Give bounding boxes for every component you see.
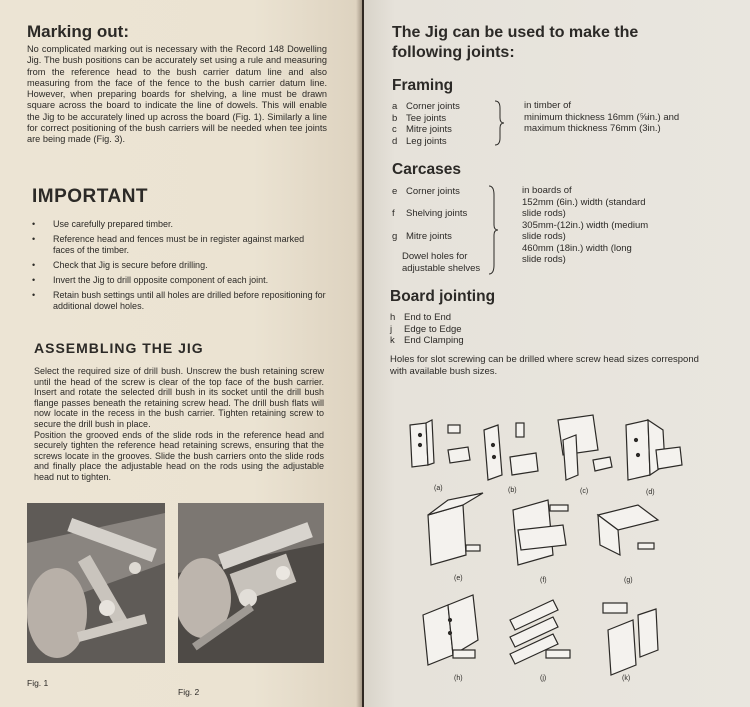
important-item: • Retain bush settings until all holes are drilled before repositioning for additional dowel holes. (32, 290, 326, 311)
important-item: • Reference head and fences must be in register against marked faces of the timber. (32, 234, 305, 255)
important-heading: IMPORTANT (32, 186, 149, 207)
joint-label-e: (e) (454, 575, 463, 582)
board-item: k End Clamping (390, 335, 464, 346)
joint-label-j: (j) (540, 675, 547, 682)
joint-drawings (398, 405, 718, 695)
assembling-para-2: Position the grooved ends of the slide rods in the reference head and securely tighten the reference head retaining screws, ensuring that the screws locate in the grooves. Slide the bush carriers onto the slide rods and finally place the adjustable head on the rods using the adjustable head nut to tighten. (34, 429, 324, 482)
joint-label-d: (d) (646, 489, 655, 496)
important-list (32, 219, 327, 316)
marking-out-heading: Marking out: (27, 22, 129, 41)
carcases-item: g Mitre joints (392, 231, 452, 242)
joint-label-a: (a) (434, 485, 443, 492)
board-jointing-list (390, 312, 464, 347)
board-item: h End to End (390, 312, 452, 323)
carcases-item: adjustable shelves (402, 263, 481, 274)
important-item: • Invert the Jig to drill opposite component of each joint. (32, 275, 269, 285)
fig2-photo (178, 503, 324, 663)
slot-screwing-note: Holes for slot screwing can be drilled where screw head sizes correspond with available bush sizes. (390, 354, 699, 377)
framing-item: b Tee joints (392, 112, 447, 124)
important-item: • Use carefully prepared timber. (32, 219, 174, 229)
joint-j-drawing (510, 600, 570, 664)
joint-label-c: (c) (580, 488, 589, 495)
board-item: j Edge to Edge (390, 323, 462, 335)
fig1-caption: Fig. 1 (27, 678, 49, 688)
framing-item: c Mitre joints (392, 124, 452, 135)
joint-label-h: (h) (454, 675, 463, 682)
framing-detail: in timber of minimum thickness 16mm (⅝in.) and maximum thickness 76mm (3in.) (524, 100, 680, 134)
board-jointing-heading: Board jointing (390, 288, 496, 305)
carcases-item: Dowel holes for (402, 251, 468, 262)
marking-out-body: No complicated marking out is necessary with the Record 148 Dowelling Jig. The bush positions can be accurately set using a rule and measuring from the reference head to the bush carrier datum line and also measuring from the face of the fence to the bush carrier datum line. However, when preparing boards for shelving, a line must be drawn square across the board to indicate the line of dowels. This will enable the Jig to be accurately lined up across the board (Fig. 1). Similarly a line for correct positioning of the bush carriers will be needed when tee joints are being made (Fig. 3). (27, 44, 327, 145)
joint-label-k: (k) (622, 675, 631, 682)
joint-a-drawing (410, 420, 470, 467)
fig1-photo (27, 503, 165, 663)
framing-item: d Leg joints (392, 135, 447, 147)
carcases-heading: Carcases (392, 161, 461, 178)
carcases-item: e Corner joints (392, 186, 460, 197)
important-item: • Check that Jig is secure before drilling. (32, 260, 208, 270)
joint-illustrations (398, 405, 718, 695)
joint-label-b: (b) (508, 487, 517, 494)
assembling-para-1: Select the required size of drill bush. Unscrew the bush retaining screw until the head of the screw is clear of the top face of the bush carrier. Insert and rotate the selected drill bush in its socket until the drill bush flange passes beneath the retaining screw head. The drill bush flats will now locate in the recess in the bush carrier. Tighten retaining screw to secure the drill bush in place. (34, 366, 324, 429)
joint-k-drawing (603, 603, 658, 675)
joint-b-drawing (484, 423, 538, 480)
joint-c-drawing (558, 415, 612, 480)
carcases-detail: in boards of 152mm (6in.) width (standard slide rods) 305mm-(12in.) width (medium slide rods) 460mm (18in.) width (long slide rods) (522, 185, 649, 265)
framing-item: a Corner joints (392, 101, 460, 112)
joints-heading: The Jig can be used to make the following joints: (392, 24, 639, 61)
joint-e-drawing (428, 493, 483, 565)
fig2-caption: Fig. 2 (178, 687, 200, 697)
carcases-item: f Shelving joints (392, 208, 468, 219)
framing-list (392, 101, 460, 147)
joint-label-f: (f) (540, 577, 547, 584)
framing-brace (493, 100, 505, 146)
joint-label-g: (g) (624, 577, 633, 584)
joint-g-drawing (598, 505, 658, 555)
joint-f-drawing (513, 500, 568, 565)
carcases-brace (487, 185, 499, 275)
joint-h-drawing (423, 595, 478, 665)
framing-heading: Framing (392, 77, 454, 94)
left-page (0, 0, 362, 707)
assembling-body (34, 366, 324, 483)
assembling-heading: ASSEMBLING THE JIG (34, 340, 204, 356)
joint-d-drawing (626, 420, 682, 480)
